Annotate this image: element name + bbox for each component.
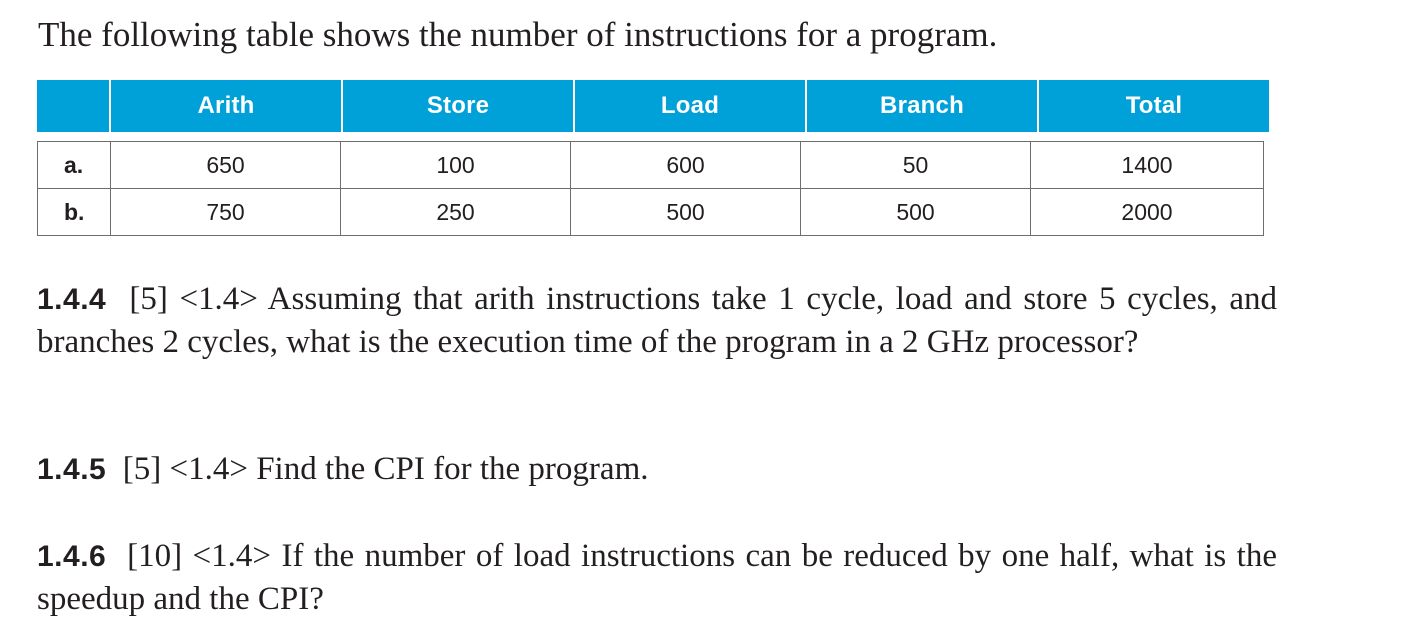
exercise-section: <1.4>	[169, 451, 248, 487]
exercise-text: Assuming that arith instructions take 1 cycle, load and store 5 cycles, and branches 2 cycles, what is the execution time of the program in a 2 GHz processor?	[37, 281, 1278, 360]
exercise-section: <1.4>	[192, 538, 272, 574]
intro-text: The following table shows the number of instructions for a program.	[38, 15, 998, 54]
header-branch: Branch	[807, 80, 1037, 132]
exercise-1-4-6	[37, 535, 1277, 621]
cell-store: 100	[341, 142, 571, 189]
cell-load: 500	[571, 189, 801, 236]
exercise-number: 1.4.6	[37, 540, 107, 573]
cell-arith: 650	[111, 142, 341, 189]
table-header-row	[37, 80, 1263, 132]
cell-branch: 50	[801, 142, 1031, 189]
exercise-number: 1.4.5	[37, 453, 107, 486]
exercise-section: <1.4>	[179, 281, 258, 317]
exercise-points: [10]	[127, 538, 183, 574]
header-arith: Arith	[111, 80, 341, 132]
exercise-number: 1.4.4	[37, 283, 107, 316]
header-load: Load	[575, 80, 805, 132]
exercise-1-4-4	[37, 278, 1277, 364]
row-label: a.	[38, 142, 111, 189]
exercise-points: [5]	[129, 281, 168, 317]
cell-store: 250	[341, 189, 571, 236]
cell-load: 600	[571, 142, 801, 189]
cell-branch: 500	[801, 189, 1031, 236]
exercise-1-4-5	[37, 448, 1277, 491]
instruction-table	[37, 80, 1263, 236]
cell-total: 2000	[1031, 189, 1264, 236]
header-total: Total	[1039, 80, 1269, 132]
row-label: b.	[38, 189, 111, 236]
header-blank	[37, 80, 109, 132]
exercise-text: If the number of load instructions can be reduced by one half, what is the speedup and the CPI?	[37, 538, 1277, 617]
cell-arith: 750	[111, 189, 341, 236]
table-row	[38, 189, 1264, 236]
exercise-points: [5]	[122, 451, 162, 487]
cell-total: 1400	[1031, 142, 1264, 189]
exercise-text: Find the CPI for the program.	[256, 451, 649, 487]
table-row	[38, 142, 1264, 189]
header-store: Store	[343, 80, 573, 132]
table-body	[37, 141, 1264, 236]
